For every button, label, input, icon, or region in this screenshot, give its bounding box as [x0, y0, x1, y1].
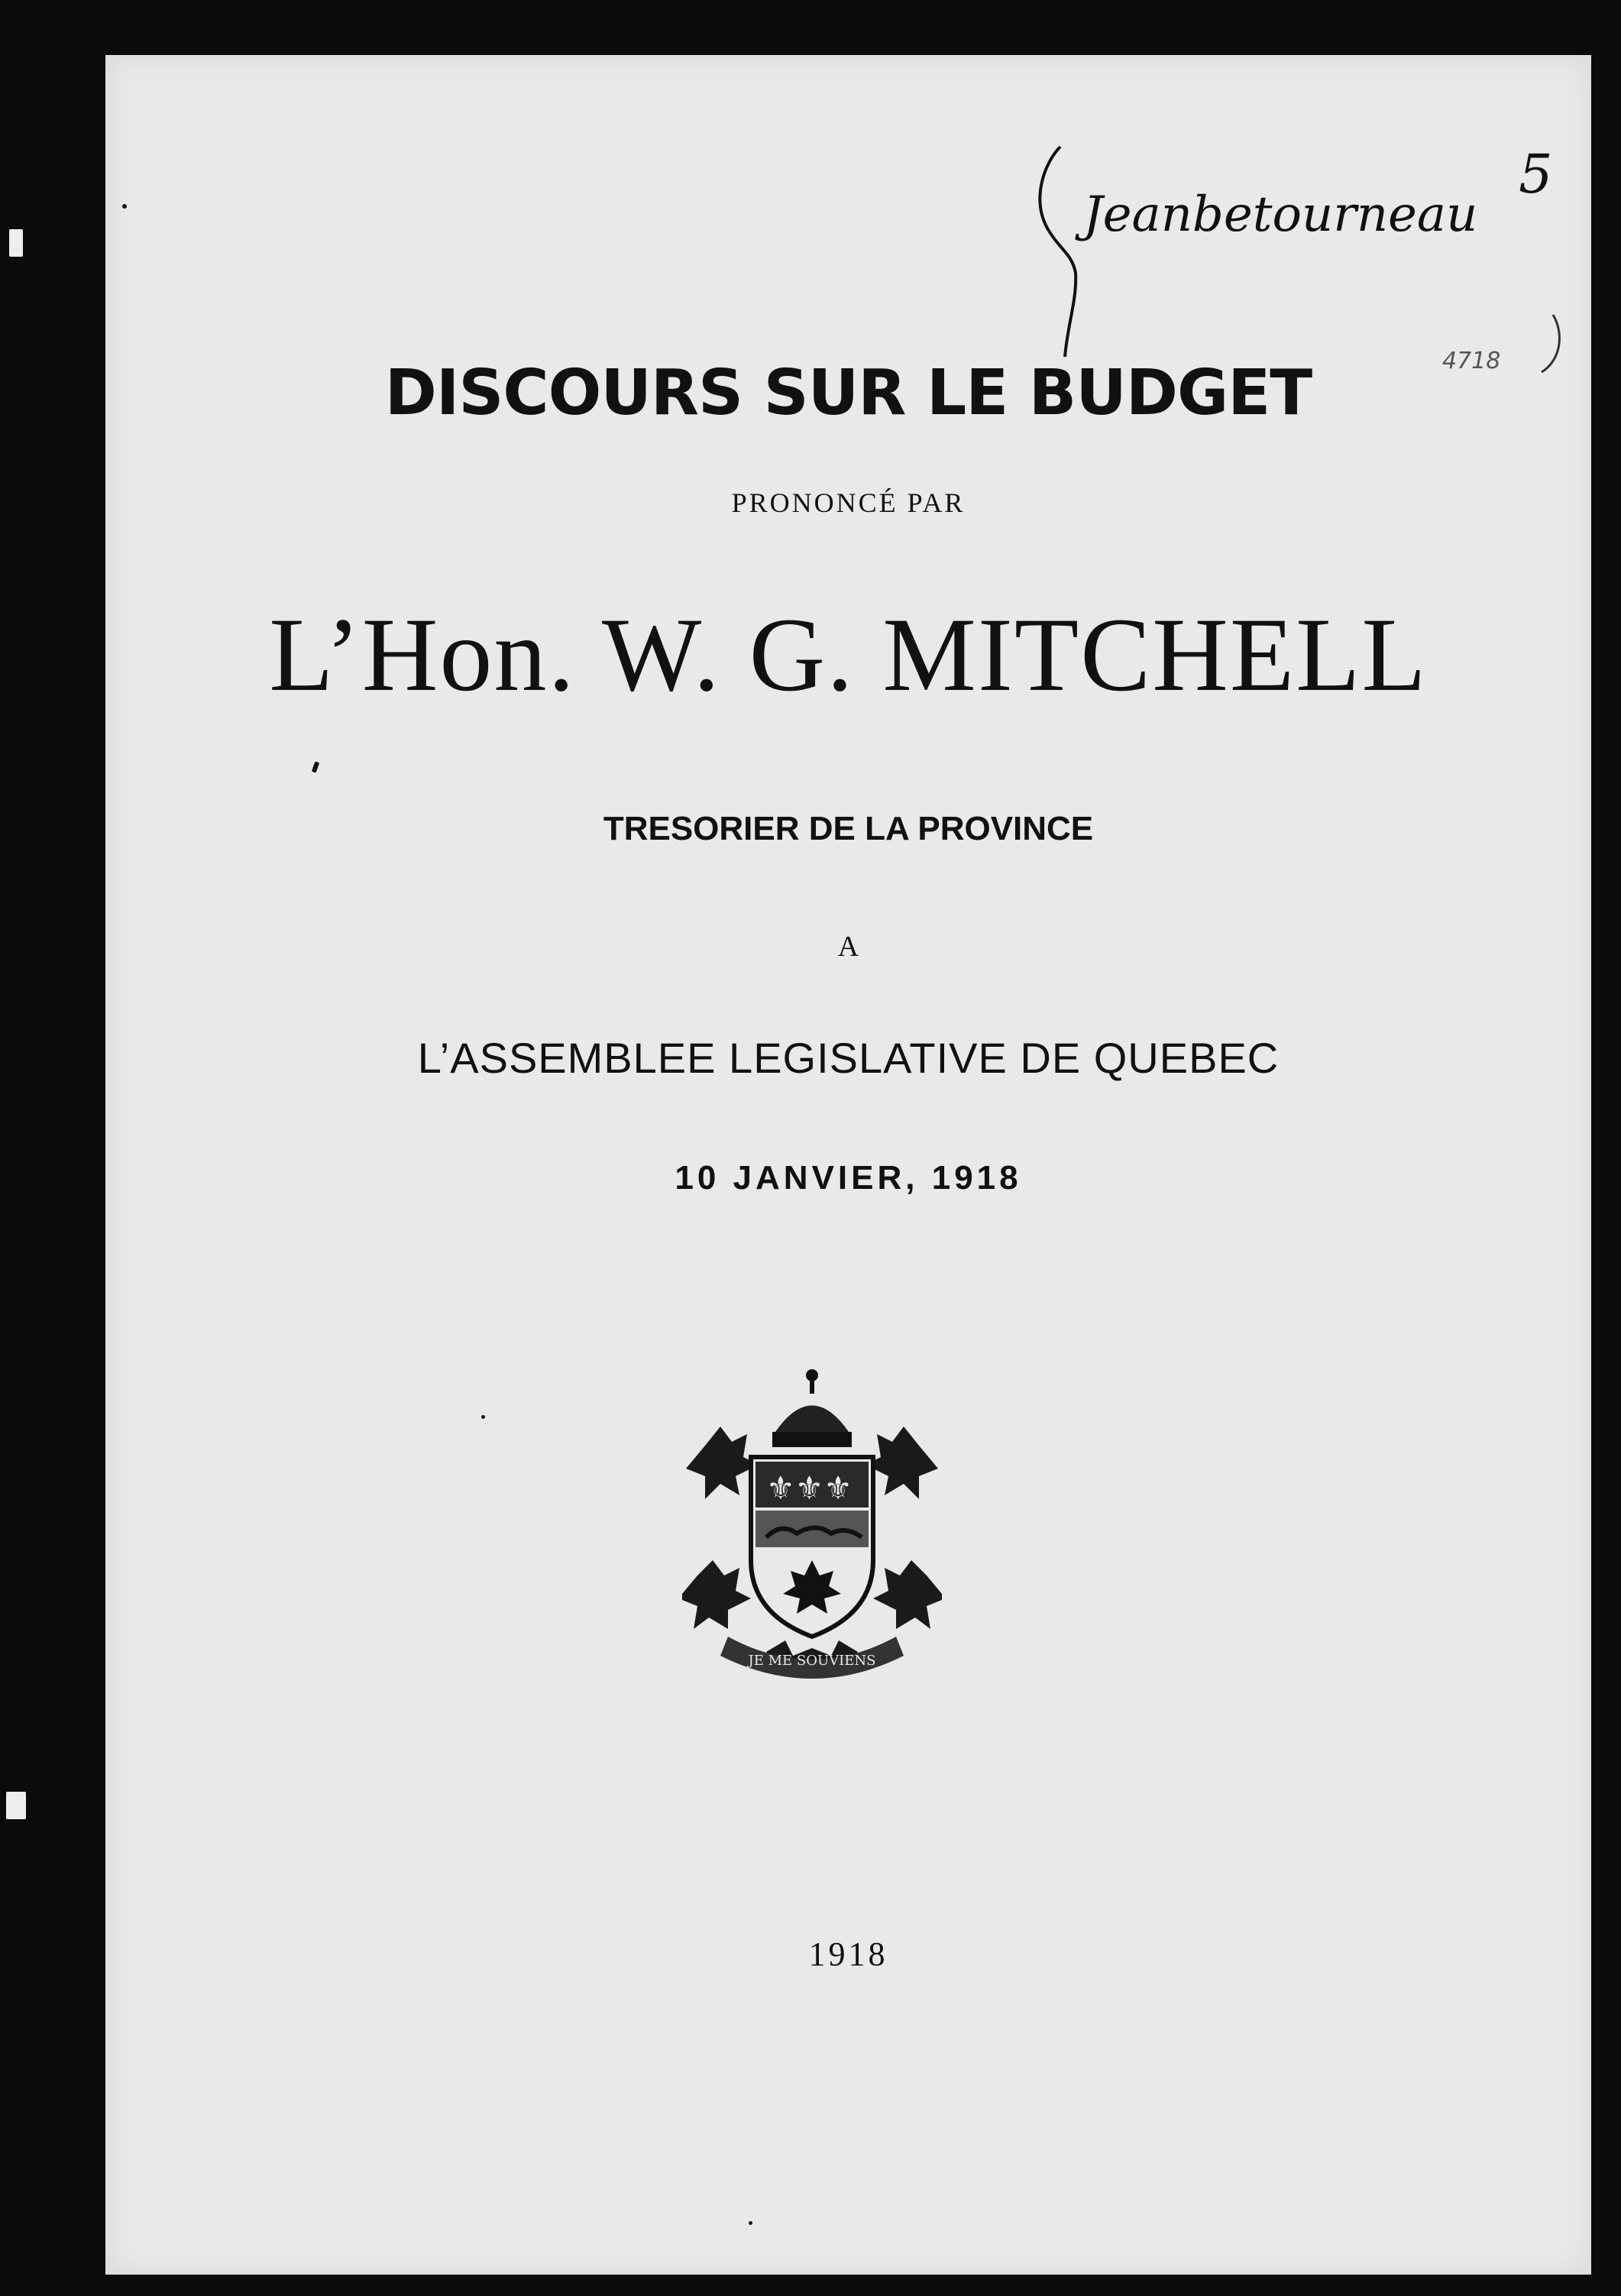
delivered-by-line: PRONONCÉ PAR — [731, 487, 966, 518]
imprint-year: 1918 — [808, 1935, 888, 1973]
paper-speck — [122, 204, 127, 209]
handwritten-name: Jeanbetourneau — [1083, 186, 1478, 243]
quebec-coat-of-arms-icon — [682, 1362, 942, 1698]
document-page — [105, 55, 1591, 2275]
coat-of-arms-svg — [682, 1362, 942, 1698]
motto-text: JE ME SOUVIENS — [748, 1653, 876, 1669]
handwriting-svg — [1014, 116, 1564, 376]
handwritten-annotations — [1014, 116, 1564, 376]
scan-edge-mark — [6, 1792, 26, 1819]
paper-speck — [481, 1415, 485, 1419]
paper-speck — [312, 761, 319, 772]
speaker-name: L’Hon. W. G. MITCHELL — [269, 596, 1428, 713]
paper-speck — [749, 2221, 752, 2225]
venue: L’ASSEMBLEE LEGISLATIVE DE QUEBEC — [417, 1034, 1280, 1082]
circled-number-text: 4718 — [1442, 348, 1501, 374]
speaker-role: TRESORIER DE LA PROVINCE — [603, 810, 1094, 847]
fleur-de-lis-icon: ⚜⚜⚜ — [766, 1469, 853, 1507]
scan-edge-mark — [9, 229, 23, 257]
speech-date: 10 JANVIER, 1918 — [675, 1159, 1022, 1197]
document-title: DISCOURS SUR LE BUDGET — [384, 357, 1312, 429]
preposition: A — [837, 931, 859, 963]
handwritten-j-stroke — [1040, 147, 1076, 357]
crown-icon — [772, 1369, 852, 1447]
handwritten-number: 5 — [1519, 143, 1553, 206]
